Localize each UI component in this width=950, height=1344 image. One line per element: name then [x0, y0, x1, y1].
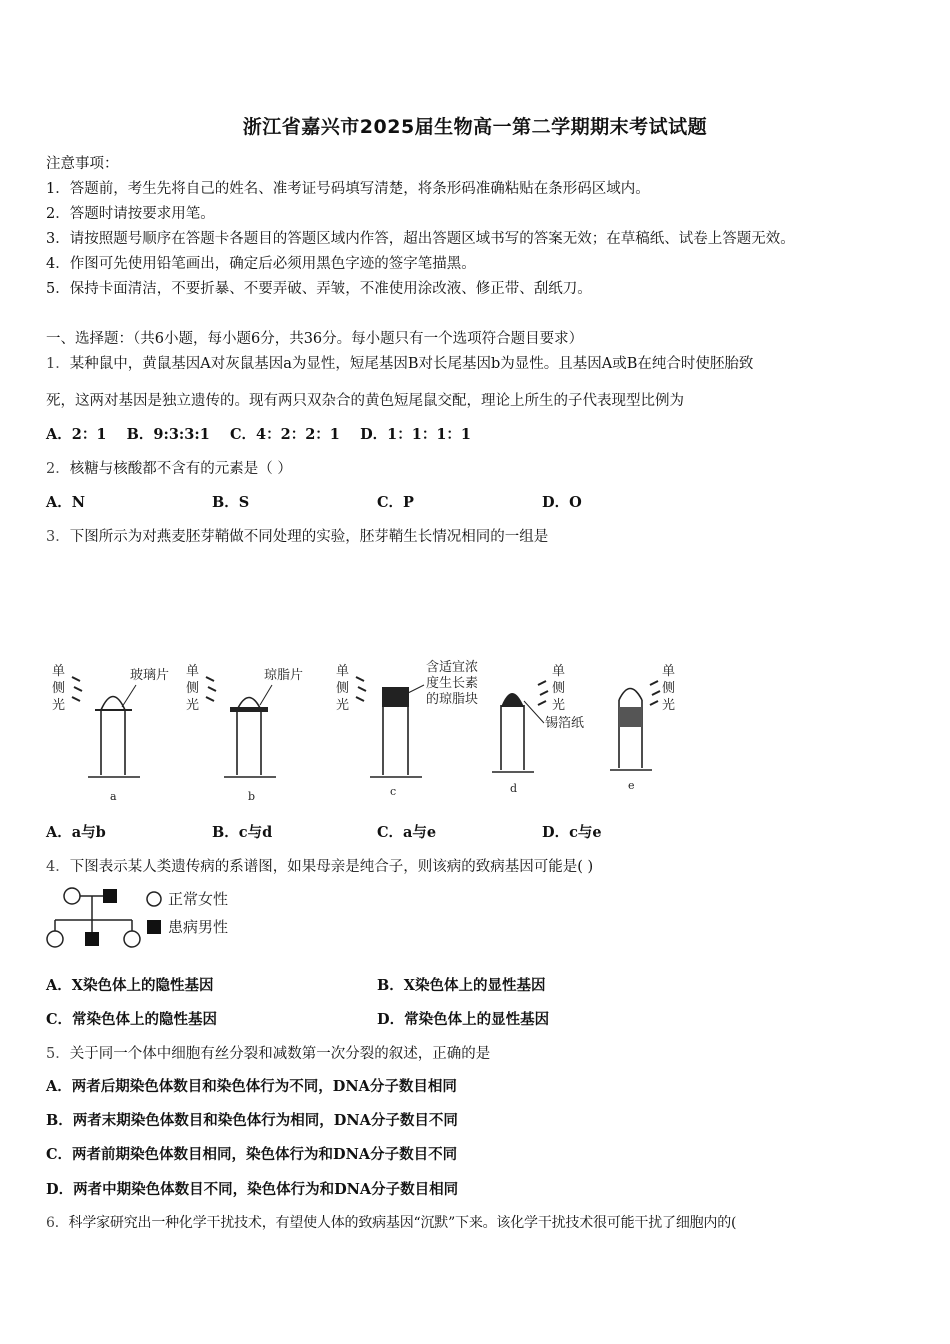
question-6	[46, 1212, 736, 1232]
question-text: 下图所示为对燕麦胚芽鞘做不同处理的实验，胚芽鞘生长情况相同的一组是	[69, 529, 549, 545]
question-number: 1．	[46, 356, 70, 372]
light-char: 光	[662, 698, 676, 713]
light-char: 光	[52, 698, 66, 713]
question-1-line-2: 死，这两对基因是独立遗传的。现有两只双杂合的黄色短尾鼠交配，理论上所生的子代表现型比例为	[46, 393, 684, 409]
notice-item-3: 3．请按照题号顺序在答题卡各题目的答题区域内作答，超出答题区域书写的答案无效；在草稿纸、试卷上答题无效。	[46, 231, 795, 247]
question-1	[46, 352, 753, 373]
panel-d	[492, 664, 584, 795]
page-title: 浙江省嘉兴市2025届生物高一第二学期期末考试试题	[242, 116, 708, 138]
question-number: 5．	[46, 1046, 70, 1062]
light-char: 光	[552, 698, 566, 713]
option-c: C．常染色体上的隐性基因	[46, 1011, 218, 1028]
section-heading: 一、选择题：（共6小题，每小题6分，共36分。每小题只有一个选项符合题目要求）	[46, 331, 584, 347]
legend-male-symbol	[147, 920, 161, 934]
auxin-agar-block	[382, 687, 409, 707]
coleoptile	[237, 710, 261, 775]
agar-label: 琼脂片	[264, 668, 304, 683]
legend-male-label: 患病男性	[168, 918, 229, 936]
notice-item-1: 1．答题前，考生先将自己的姓名、准考证号码填写清楚，将条形码准确粘贴在条形码区域内。	[46, 181, 650, 197]
pedigree-chart	[40, 882, 260, 952]
question-2	[46, 457, 292, 478]
option-d: D．c与e	[542, 824, 602, 841]
panel-label-d: d	[510, 782, 518, 795]
option-b: B．两者末期染色体数目和染色体行为相同，DNA分子数目不同	[46, 1112, 458, 1129]
option-a: A．两者后期染色体数目和染色体行为不同，DNA分子数目相同	[46, 1078, 457, 1095]
question-1-options: A．2：1 B．9:3:3:1 C．4：2：2：1 D．1：1：1：1	[46, 426, 472, 443]
panel-label-e: e	[628, 779, 635, 792]
coleoptile-tip	[619, 689, 642, 701]
question-number: 4．	[46, 859, 70, 875]
option-d: D．常染色体上的显性基因	[377, 1011, 550, 1028]
panel-label-b: b	[248, 790, 256, 803]
notice-item-4: 4．作图可先使用铅笔画出，确定后必须用黑色字迹的签字笔描黑。	[46, 256, 476, 272]
question-number: 6．	[46, 1215, 69, 1231]
light-char: 光	[336, 698, 350, 713]
question-text: 关于同一个体中细胞有丝分裂和减数第一次分裂的叙述，正确的是	[69, 1046, 491, 1062]
option-c: C．a与e	[377, 824, 437, 841]
light-char: 侧	[662, 681, 676, 696]
light-char: 侧	[52, 681, 66, 696]
option-d: D．O	[542, 494, 582, 511]
panel-e	[610, 664, 675, 792]
light-arrows	[206, 677, 216, 701]
question-text: 某种鼠中，黄鼠基因A对灰鼠基因a为显性，短尾基因B对长尾基因b为显性。且基因A或B在纯合时使胚胎致	[69, 356, 754, 372]
notice-item-5: 5．保持卡面清洁，不要折暴、不要弄破、弄皱，不准使用涂改液、修正带、刮纸刀。	[46, 281, 592, 297]
mother-symbol	[64, 888, 80, 904]
option-b: B．X染色体上的显性基因	[377, 977, 546, 994]
question-text: 科学家研究出一种化学干扰技术，有望使人体的致病基因“沉默”下来。该化学干扰技术很可能干扰了细胞内的(	[68, 1215, 737, 1231]
panel-label-a: a	[110, 790, 117, 803]
question-4	[46, 855, 593, 876]
option-d: D．两者中期染色体数目不同，染色体行为和DNA分子数目相同	[46, 1181, 459, 1198]
agar-piece	[230, 707, 268, 712]
light-char: 单	[52, 664, 66, 679]
notice-heading: 注意事项：	[46, 156, 119, 172]
daughter-symbol	[47, 931, 63, 947]
legend-female-label: 正常女性	[168, 890, 229, 908]
light-char: 侧	[552, 681, 566, 696]
notice-item-2: 2．答题时请按要求用笔。	[46, 206, 215, 222]
question-5	[46, 1042, 490, 1063]
light-arrows	[72, 677, 82, 701]
option-b: B．S	[212, 494, 250, 511]
option-a: A．X染色体上的隐性基因	[46, 977, 214, 994]
option-c: C．两者前期染色体数目相同，染色体行为和DNA分子数目不同	[46, 1146, 458, 1163]
light-arrows	[650, 681, 660, 705]
question-3	[46, 525, 548, 546]
father-symbol	[103, 889, 117, 903]
light-char: 光	[186, 698, 200, 713]
panel-c	[336, 660, 478, 798]
coleoptile-tip	[101, 697, 125, 711]
option-b: B．c与d	[212, 824, 273, 841]
panel-b	[186, 664, 303, 803]
light-char: 侧	[336, 681, 350, 696]
panel-a	[52, 664, 169, 803]
light-char: 侧	[186, 681, 200, 696]
question-number: 2．	[46, 461, 70, 477]
light-char: 单	[552, 664, 566, 679]
question-number: 3．	[46, 529, 70, 545]
option-a: A．N	[46, 494, 86, 511]
auxin-label-line: 度生长素	[426, 676, 479, 691]
coleoptile	[501, 705, 524, 770]
light-arrows	[538, 681, 548, 705]
coleoptile-figure	[40, 655, 700, 805]
question-text: 下图表示某人类遗传病的系谱图，如果母亲是纯合子，则该病的致病基因可能是( )	[69, 859, 594, 875]
foil-band	[619, 707, 642, 727]
question-text: 核糖与核酸都不含有的元素是（ ）	[69, 461, 292, 477]
light-char: 单	[336, 664, 350, 679]
foil-label: 锡箔纸	[545, 716, 585, 731]
foil-cap	[501, 693, 524, 707]
option-c: C．P	[377, 494, 414, 511]
label-leader	[260, 685, 272, 705]
daughter-symbol	[124, 931, 140, 947]
son-symbol	[85, 932, 99, 946]
label-leader	[122, 685, 136, 707]
coleoptile	[101, 710, 125, 775]
light-char: 单	[186, 664, 200, 679]
panel-label-c: c	[390, 785, 397, 798]
auxin-label-line: 含适宜浓	[426, 660, 479, 675]
coleoptile	[383, 707, 408, 775]
label-leader	[408, 685, 424, 693]
option-a: A．a与b	[46, 824, 106, 841]
light-char: 单	[662, 664, 676, 679]
light-arrows	[356, 677, 366, 701]
legend-female-symbol	[147, 892, 161, 906]
glass-label: 玻璃片	[130, 668, 170, 683]
auxin-label-line: 的琼脂块	[426, 692, 479, 707]
